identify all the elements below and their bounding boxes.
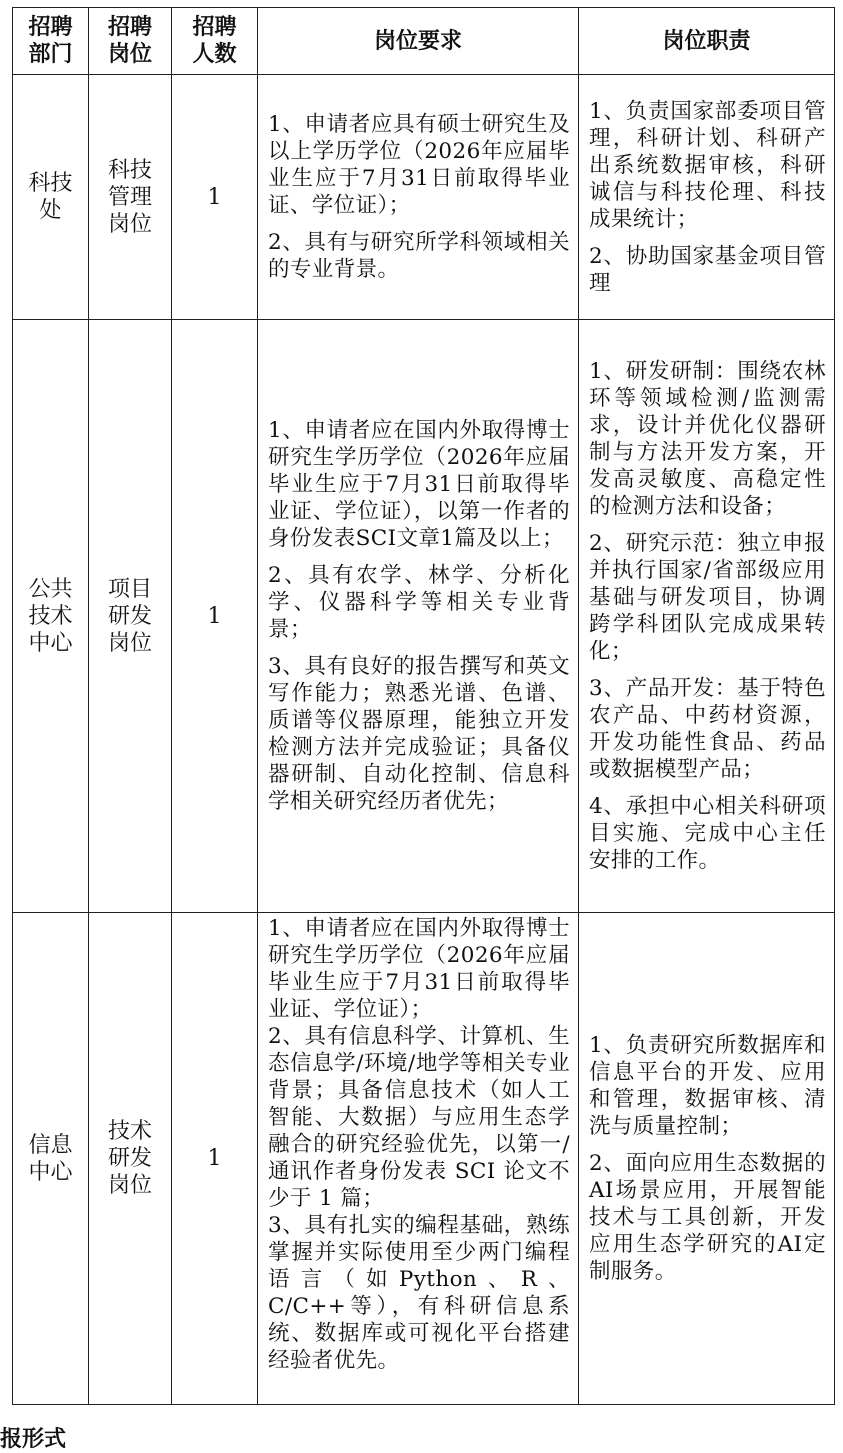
table-row [13,320,835,913]
requirement-item: 2、具有信息科学、计算机、生态信息学/环境/地学等相关专业背景；具备信息技术（如人工智能、大数据）与应用生态学融合的研究经验优先，以第一/通讯作者身份发表 SCI 论文不少于 1 篇； [268,1024,570,1211]
count-cell: 1 [172,913,258,1405]
position-cell: 科技管理岗位 [89,75,172,320]
table-row [13,75,835,320]
header-duties: 岗位职责 [579,8,835,75]
duty-item: 2、研究示范：独立申报并执行国家/省部级应用基础与研发项目，协调跨学科团队完成成果转化； [589,531,826,664]
requirement-item: 2、具有与研究所学科领域相关的专业背景。 [268,230,570,282]
duty-item: 1、负责国家部委项目管理，科研计划、科研产出系统数据审核，科研诚信与科技伦理、科技成果统计； [589,98,826,232]
header-row [13,8,835,75]
requirements-cell [258,320,579,913]
duty-item: 4、承担中心相关科研项目实施、完成中心主任安排的工作。 [589,794,826,873]
position-cell: 技术研发岗位 [89,913,172,1405]
header-position: 招聘岗位 [89,8,172,75]
duties-cell [579,913,835,1405]
duties-cell [579,320,835,913]
duty-item: 1、负责研究所数据库和信息平台的开发、应用和管理，数据审核、清洗与质量控制； [589,1033,826,1139]
recruitment-table [12,7,835,1405]
section-heading-partial: 报形式 [0,1426,67,1452]
duty-item: 2、协助国家基金项目管理 [589,243,826,296]
requirement-item: 1、申请者应具有硕士研究生及以上学历学位（2026年应届毕业生应于7月31日前取得毕业证、学位证）； [268,112,570,218]
department-cell: 信息中心 [13,913,89,1405]
duties-cell [579,75,835,320]
duty-item: 2、面向应用生态数据的AI场景应用，开展智能技术与工具创新，开发应用生态学研究的AI定制服务。 [589,1151,826,1284]
requirement-item: 3、具有扎实的编程基础，熟练掌握并实际使用至少两门编程语言（如Python、R、C/C++等），有科研信息系统、数据库或可视化平台搭建经验者优先。 [268,1213,570,1373]
header-requirements: 岗位要求 [258,8,579,75]
department-cell: 公共技术中心 [13,320,89,913]
department-cell: 科技处 [13,75,89,320]
count-cell: 1 [172,320,258,913]
table-row [13,913,835,1405]
requirement-item: 2、具有农学、林学、分析化学、仪器科学等相关专业背景； [268,563,570,642]
duty-item: 1、研发研制：围绕农林环等领域检测/监测需求，设计并优化仪器研制与方法开发方案，开发高灵敏度、高稳定性的检测方法和设备； [589,359,826,519]
requirement-item: 3、具有良好的报告撰写和英文写作能力；熟悉光谱、色谱、质谱等仪器原理，能独立开发检测方法并完成验证；具备仪器研制、自动化控制、信息科学相关研究经历者优先； [268,654,570,814]
requirement-item: 1、申请者应在国内外取得博士研究生学历学位（2026年应届毕业生应于7月31日前取得毕业证、学位证）； [268,916,570,1022]
header-count: 招聘人数 [172,8,258,75]
count-cell: 1 [172,75,258,320]
requirements-cell [258,913,579,1405]
header-department: 招聘部门 [13,8,89,75]
requirement-item: 1、申请者应在国内外取得博士研究生学历学位（2026年应届毕业生应于7月31日前取得毕业证、学位证），以第一作者的身份发表SCI文章1篇及以上； [268,418,570,551]
requirements-cell [258,75,579,320]
duty-item: 3、产品开发：基于特色农产品、中药材资源，开发功能性食品、药品或数据模型产品； [589,676,826,782]
position-cell: 项目研发岗位 [89,320,172,913]
